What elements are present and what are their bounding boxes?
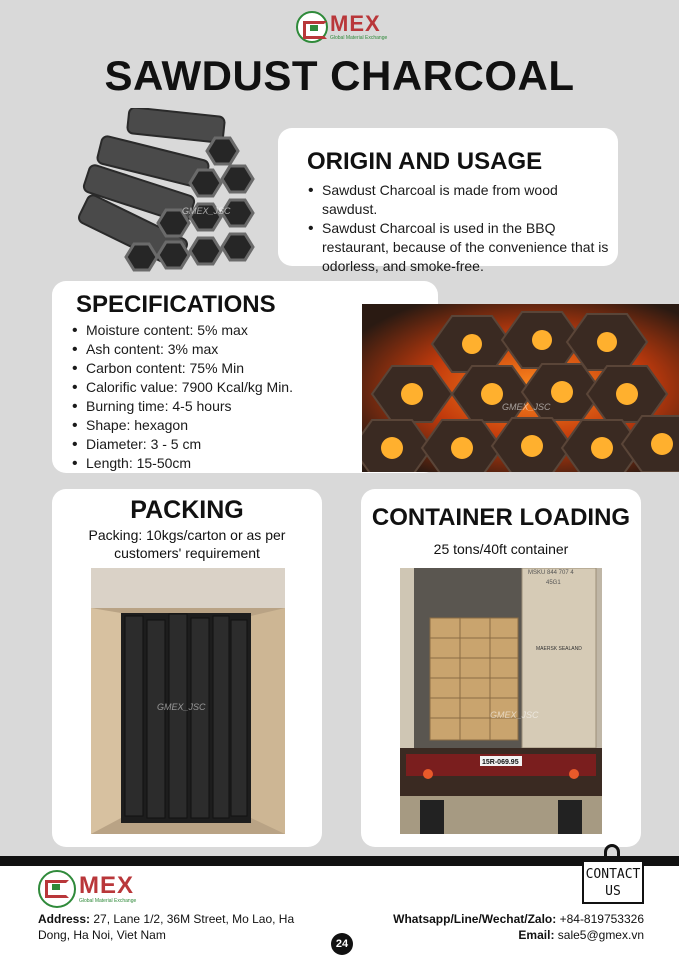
origin-heading: ORIGIN AND USAGE bbox=[307, 148, 543, 175]
list-item: • Moisture content: 5% max bbox=[70, 321, 430, 340]
contact-line1: CONTACT bbox=[585, 867, 641, 882]
logo-name: MEX bbox=[330, 11, 381, 36]
logo-name: MEX bbox=[79, 872, 135, 899]
origin-card bbox=[278, 128, 618, 274]
logo-tagline: Global Material Exchange bbox=[330, 35, 388, 41]
gmex-logo bbox=[296, 10, 388, 44]
watermark: GMEX_JSC bbox=[182, 206, 231, 216]
container-brand: MAERSK SEALAND bbox=[536, 646, 582, 652]
page-title: SAWDUST CHARCOAL bbox=[104, 52, 575, 99]
list-item: • Calorific value: 7900 Kcal/kg Min. bbox=[70, 378, 430, 397]
list-item: • Carbon content: 75% Min bbox=[70, 359, 430, 378]
container-heading: CONTAINER LOADING bbox=[371, 504, 631, 531]
gmex-logo-icon bbox=[296, 11, 328, 43]
watermark: GMEX_JSC bbox=[490, 710, 539, 720]
contact-line2: US bbox=[605, 884, 621, 899]
list-item: • Length: 15-50cm bbox=[70, 454, 430, 473]
email-label: Email: bbox=[518, 928, 555, 942]
gmex-logo-icon bbox=[38, 870, 76, 908]
phone-label: Whatsapp/Line/Wechat/Zalo: bbox=[393, 912, 557, 926]
list-item: • Ash content: 3% max bbox=[70, 340, 430, 359]
contact-us-button[interactable] bbox=[582, 860, 644, 904]
packing-heading: PACKING bbox=[130, 496, 244, 524]
license-plate: 15R-069.95 bbox=[482, 759, 519, 766]
contact-hook-icon bbox=[604, 844, 620, 860]
page-number: 24 bbox=[331, 933, 353, 955]
footer-contact-info bbox=[360, 911, 644, 943]
origin-list bbox=[306, 181, 612, 276]
briquette-stack-image bbox=[70, 108, 270, 280]
phone-value[interactable]: +84-819753326 bbox=[556, 912, 644, 926]
list-item: • Sawdust Charcoal is made from wood sawdust. bbox=[306, 181, 612, 219]
list-item: • Shape: hexagon bbox=[70, 416, 430, 435]
address-label: Address: bbox=[38, 912, 91, 926]
watermark: GMEX_JSC bbox=[157, 702, 206, 712]
container-code: MSKU 844 707 4 bbox=[528, 570, 574, 576]
logo-tagline: Global Material Exchange bbox=[79, 898, 137, 904]
container-type: 45G1 bbox=[546, 580, 561, 586]
footer-divider bbox=[0, 856, 679, 866]
list-item: • Sawdust Charcoal is used in the BBQ restaurant, because of the convenience that is odorless, and smoke-free. bbox=[306, 219, 612, 276]
list-item: • Burning time: 4-5 hours bbox=[70, 397, 430, 416]
email-value[interactable]: sale5@gmex.vn bbox=[554, 928, 644, 942]
list-item: • Diameter: 3 - 5 cm bbox=[70, 435, 430, 454]
address-line2: Dong, Ha Noi, Viet Nam bbox=[38, 928, 166, 942]
container-truck-image bbox=[400, 568, 602, 834]
container-text: 25 tons/40ft container bbox=[433, 541, 569, 557]
carton-packing-image bbox=[91, 568, 285, 834]
footer-address bbox=[38, 911, 328, 943]
footer-logo bbox=[38, 870, 136, 908]
watermark: GMEX_JSC bbox=[502, 402, 551, 412]
address-line1: 27, Lane 1/2, 36M Street, Mo Lao, Ha bbox=[90, 912, 295, 926]
specifications-heading: SPECIFICATIONS bbox=[76, 291, 276, 318]
burning-charcoal-image bbox=[362, 304, 679, 472]
packing-text: Packing: 10kgs/carton or as per customers' requirement bbox=[88, 527, 286, 561]
